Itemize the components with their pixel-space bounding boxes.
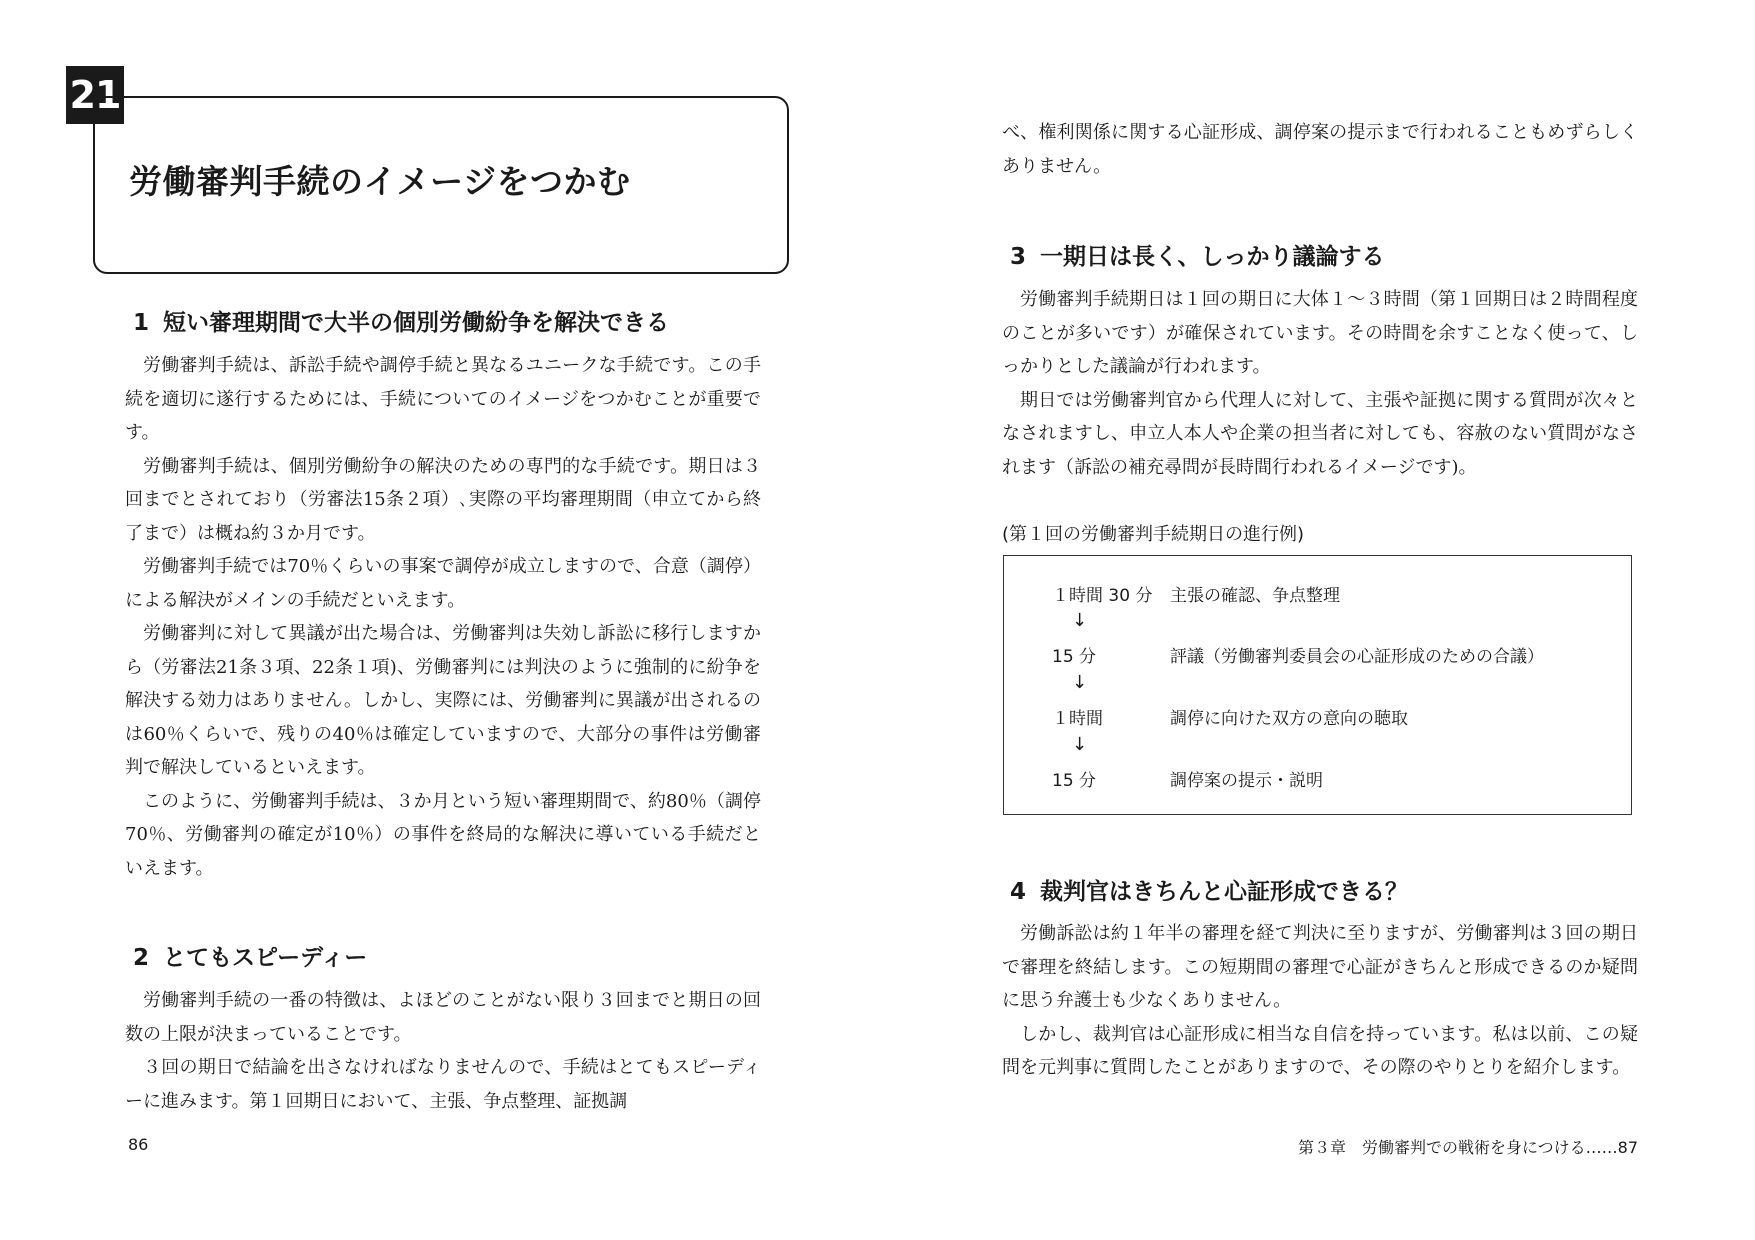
schedule-row — [1052, 766, 1323, 791]
example-schedule-box — [1003, 555, 1632, 815]
section-title: 短い審理期間で大半の個別労働紛争を解決できる — [163, 310, 669, 336]
continued-text — [1002, 116, 1638, 183]
paragraph: 労働審判手続期日は１回の期日に大体１～３時間（第１回期日は２時間程度のことが多いです）が確保されています。その時間を余すことなく使って、しっかりとした議論が行われます。 — [1002, 289, 1638, 377]
section-title: 裁判官はきちんと心証形成できる？ — [1040, 879, 1408, 905]
paragraph: 労働訴訟は約１年半の審理を経て判決に至りますが、労働審判は３回の期日で審理を終結します。この短期間の審理で心証がきちんと形成できるのか疑問に思う弁護士も少なくありません。 — [1002, 923, 1638, 1011]
paragraph: 労働審判手続の一番の特徴は、よほどのことがない限り３回までと期日の回数の上限が決まっていることです。 — [125, 990, 761, 1045]
chapter-number-badge: 21 — [66, 66, 124, 124]
paragraph: 労働審判に対して異議が出た場合は、労働審判は失効し訴訟に移行しますから（労審法21条３項、22条１項)、労働審判には判決のように強制的に紛争を解決する効力はありません。しかし、実際には、労働審判に異議が出されるのは60％くらいで、残りの40％は確定していますので、大部分の事件は労働審判で解決しているといえます。 — [125, 623, 761, 778]
down-arrow-icon: ↓ — [1072, 734, 1088, 755]
paragraph: 期日では労働審判官から代理人に対して、主張や証拠に関する質問が次々となされますし、申立人本人や企業の担当者に対しても、容赦のない質問がなされます（訴訟の補充尋問が長時間行われるイメージです)。 — [1002, 389, 1638, 478]
page-number: 86 — [128, 1135, 149, 1154]
right-page — [877, 0, 1755, 1240]
chapter-title-box — [93, 96, 789, 274]
schedule-row — [1052, 581, 1340, 606]
section-number: 4 — [1010, 879, 1027, 905]
paragraph: 労働審判手続は、訴訟手続や調停手続と異なるユニークな手続です。この手続を適切に遂行するためには、手続についてのイメージをつかむことが重要です。 — [125, 355, 761, 443]
section-title: とてもスピーディー — [163, 945, 368, 971]
section-1-body — [125, 349, 761, 885]
schedule-time: １時間 — [1052, 709, 1103, 729]
paragraph: 労働審判手続は、個別労働紛争の解決のための専門的な手続です。期日は３回までとされており（労審法15条２項）､実際の平均審理期間（申立てから終了まで）は概ね約３か月です。 — [125, 455, 761, 544]
section-4-body — [1002, 917, 1638, 1085]
example-title: (第１回の労働審判手続期日の進行例) — [1002, 524, 1305, 545]
schedule-time: 15 分 — [1052, 771, 1097, 791]
down-arrow-icon: ↓ — [1072, 672, 1088, 693]
paragraph: このように、労働審判手続は、３か月という短い審理期間で、約80％（調停70％、労働審判の確定が10％）の事件を終局的な解決に導いている手続だといえます。 — [125, 790, 761, 879]
down-arrow-icon: ↓ — [1072, 610, 1088, 631]
section-1-heading — [133, 304, 669, 337]
schedule-desc: 主張の確認、争点整理 — [1170, 586, 1340, 606]
section-number: 2 — [133, 945, 150, 971]
section-2-body — [125, 984, 761, 1118]
schedule-time: １時間 30 分 — [1052, 586, 1153, 606]
schedule-time: 15 分 — [1052, 647, 1097, 667]
paragraph: べ、権利関係に関する心証形成、調停案の提示まで行われることもめずらしくありません。 — [1002, 122, 1638, 177]
paragraph: 労働審判手続では70％くらいの事案で調停が成立しますので、合意（調停）による解決がメインの手続だといえます。 — [125, 556, 761, 611]
schedule-row — [1052, 704, 1408, 729]
schedule-desc: 調停に向けた双方の意向の聴取 — [1170, 709, 1408, 729]
section-4-heading — [1010, 873, 1408, 906]
left-page — [0, 0, 877, 1240]
paragraph: ３回の期日で結論を出さなければなりませんので、手続はとてもスピーディーに進みます。第１回期日において、主張、争点整理、証拠調 — [125, 1057, 761, 1112]
section-title: 一期日は長く、しっかり議論する — [1040, 244, 1385, 270]
section-number: 1 — [133, 310, 150, 336]
schedule-row — [1052, 642, 1544, 667]
schedule-desc: 評議（労働審判委員会の心証形成のための合議） — [1170, 647, 1544, 667]
schedule-desc: 調停案の提示・説明 — [1170, 771, 1323, 791]
section-number: 3 — [1010, 244, 1027, 270]
running-footer: 第３章 労働審判での戦術を身につける……87 — [1297, 1138, 1638, 1157]
section-2-heading — [133, 939, 367, 972]
section-3-body — [1002, 283, 1638, 484]
paragraph: しかし、裁判官は心証形成に相当な自信を持っています。私は以前、この疑問を元判事に質問したことがありますので、その際のやりとりを紹介します。 — [1002, 1023, 1638, 1078]
chapter-title: 労働審判手続のイメージをつかむ — [129, 162, 631, 201]
section-3-heading — [1010, 238, 1385, 271]
